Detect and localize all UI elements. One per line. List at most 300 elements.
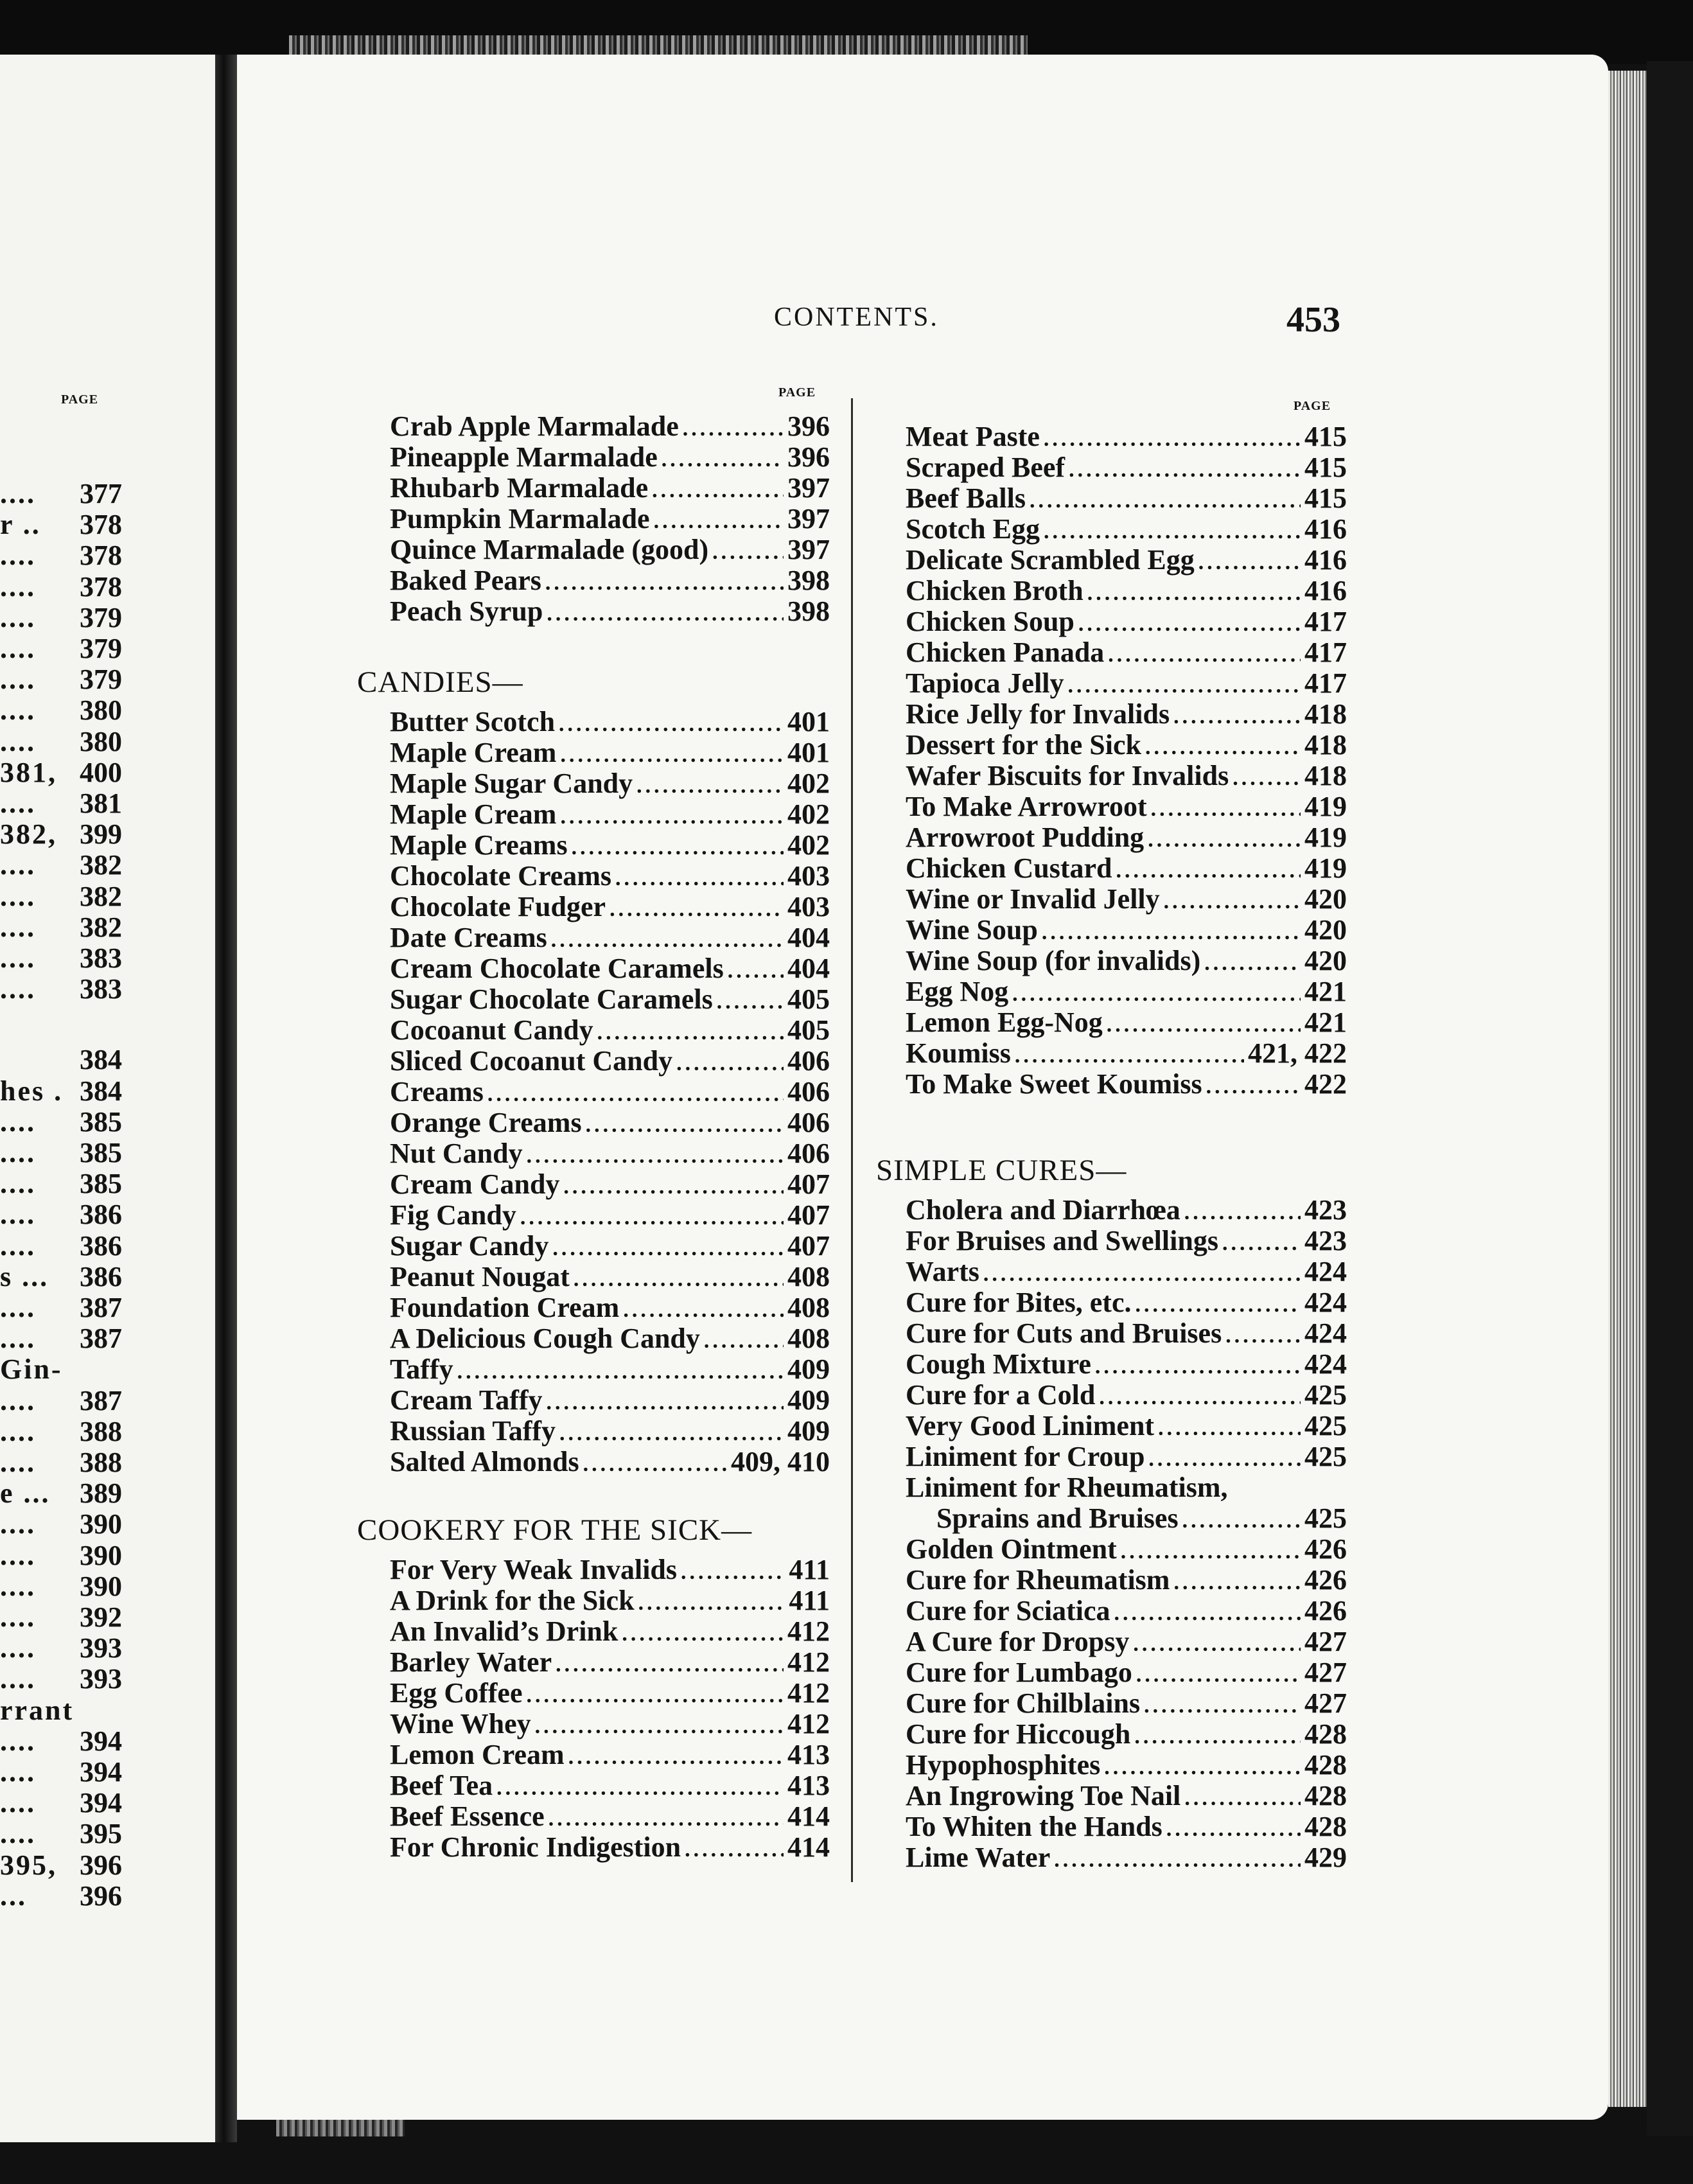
entry-title: Maple Sugar Candy <box>390 768 633 799</box>
entry-title: Very Good Liniment <box>906 1410 1155 1441</box>
left-page-row <box>0 850 122 881</box>
dot-leader <box>1182 1506 1301 1537</box>
left-row-page: 382 <box>80 849 122 881</box>
dot-leader <box>1158 1413 1301 1444</box>
entry-page: 417 <box>1304 667 1347 699</box>
toc-entry <box>390 1585 830 1619</box>
entry-page: 406 <box>787 1076 830 1107</box>
left-page-row <box>0 1819 122 1849</box>
toc-entry <box>390 984 830 1017</box>
dot-leader <box>1044 424 1301 455</box>
entry-page: 417 <box>1304 606 1347 637</box>
left-row-page: 394 <box>80 1756 122 1788</box>
left-page-row <box>0 819 122 850</box>
dot-leader <box>535 1711 784 1742</box>
entry-page: 424 <box>1304 1348 1347 1380</box>
entry-title: Hypophosphites <box>906 1749 1101 1781</box>
entry-title: Cure for a Cold <box>906 1379 1096 1411</box>
toc-entry <box>390 830 830 863</box>
left-page-row <box>0 1726 122 1757</box>
entry-title: Cough Mixture <box>906 1348 1091 1380</box>
left-page-row <box>0 509 122 540</box>
entry-title: Beef Tea <box>390 1770 493 1801</box>
entry-title: Cure for Hiccough <box>906 1718 1131 1750</box>
entry-page: 402 <box>787 798 830 830</box>
left-row-page: 379 <box>80 664 122 696</box>
dot-leader <box>572 832 784 863</box>
left-row-page: 396 <box>80 1880 122 1912</box>
entry-page: 407 <box>787 1199 830 1231</box>
toc-entry <box>390 596 830 630</box>
entry-title: Maple Creams <box>390 829 568 861</box>
left-row-page: 386 <box>80 1229 122 1262</box>
left-row-text: .... <box>0 1508 36 1540</box>
entry-title: Cure for Bites, etc. <box>906 1287 1132 1318</box>
dot-leader <box>681 1557 785 1588</box>
toc-entry <box>906 1565 1347 1598</box>
left-row-page: 385 <box>80 1105 122 1138</box>
toc-entry <box>390 1138 830 1172</box>
toc-entry <box>906 1287 1347 1321</box>
entry-page: 427 <box>1304 1626 1347 1657</box>
left-row-text: .... <box>0 633 36 664</box>
entry-title: Maple Cream <box>390 798 557 830</box>
page-edges <box>1608 71 1647 2107</box>
left-row-page: 378 <box>80 509 122 541</box>
toc-entry <box>906 730 1347 763</box>
toc-entry <box>390 799 830 832</box>
left-page-row <box>0 1076 122 1107</box>
left-page-row <box>0 1757 122 1788</box>
entry-page: 427 <box>1304 1687 1347 1719</box>
dot-leader <box>1078 609 1301 640</box>
dot-leader <box>1044 516 1301 547</box>
entry-page: 397 <box>787 472 830 504</box>
entry-title: Sprains and Bruises <box>936 1502 1179 1534</box>
dot-leader <box>559 709 784 740</box>
toc-entry <box>906 668 1347 701</box>
toc-entry <box>390 1709 830 1742</box>
dot-leader <box>545 568 784 599</box>
entry-title: Liniment for Rheumatism, <box>906 1472 1228 1503</box>
entry-page: 425 <box>1304 1379 1347 1411</box>
left-row-page: 387 <box>80 1384 122 1416</box>
left-row-page: 384 <box>80 1044 122 1076</box>
dot-leader <box>1222 1228 1301 1259</box>
left-row-text: .... <box>0 1787 36 1819</box>
left-row-page: 383 <box>80 973 122 1005</box>
left-row-text: .... <box>0 1199 36 1231</box>
entry-title: A Delicious Cough Candy <box>390 1323 700 1354</box>
entry-page: 401 <box>787 737 830 768</box>
dot-leader <box>586 1110 784 1141</box>
left-row-page: 386 <box>80 1199 122 1231</box>
left-row-text: .... <box>0 880 36 912</box>
entry-title: To Make Arrowroot <box>906 791 1147 822</box>
entry-title: Cholera and Diarrhœa <box>906 1194 1180 1226</box>
dot-leader <box>1116 856 1301 886</box>
toc-entry <box>390 504 830 537</box>
entry-title: Tapioca Jelly <box>906 667 1064 699</box>
dot-leader <box>563 1172 784 1202</box>
left-row-text: .... <box>0 570 36 603</box>
entry-title: Dessert for the Sick <box>906 729 1141 761</box>
left-row-page: 394 <box>80 1787 122 1819</box>
column1-page-label: PAGE <box>778 385 816 400</box>
entry-title: Wafer Biscuits for Invalids <box>906 760 1229 791</box>
dot-leader <box>1184 1197 1301 1228</box>
left-page-row <box>0 1199 122 1230</box>
entry-page: 412 <box>787 1708 830 1739</box>
left-page-row <box>0 1044 122 1075</box>
entry-page: 409 <box>787 1415 830 1447</box>
left-row-text: ... <box>0 1880 27 1912</box>
dot-leader <box>1232 763 1301 794</box>
entry-page: 405 <box>787 983 830 1015</box>
toc-entry <box>390 1616 830 1650</box>
toc-entry <box>906 1007 1347 1041</box>
entry-title: Russian Taffy <box>390 1415 556 1447</box>
entry-page: 427 <box>1304 1657 1347 1688</box>
left-row-page: 382 <box>80 911 122 943</box>
left-page-row <box>0 1695 122 1726</box>
toc-entry <box>906 1534 1347 1567</box>
dot-leader <box>704 1326 784 1357</box>
entry-page: 408 <box>787 1292 830 1323</box>
toc-entry <box>390 1292 830 1326</box>
left-page-row <box>0 757 122 788</box>
entry-page: 398 <box>787 565 830 596</box>
entry-page: 409 <box>787 1353 830 1385</box>
toc-entry <box>906 915 1347 948</box>
left-page-row <box>0 1850 122 1881</box>
toc-entry <box>390 922 830 956</box>
left-row-text: .... <box>0 911 36 943</box>
dot-leader <box>717 987 784 1017</box>
left-row-text: .... <box>0 1725 36 1757</box>
dot-leader <box>548 1804 784 1835</box>
entry-title: Warts <box>906 1256 979 1287</box>
left-row-text: .... <box>0 694 36 727</box>
entry-page: 425 <box>1304 1502 1347 1534</box>
entry-page: 418 <box>1304 729 1347 761</box>
left-row-text: .... <box>0 1384 36 1416</box>
entry-title: Salted Almonds <box>390 1446 579 1477</box>
entry-page: 428 <box>1304 1749 1347 1781</box>
dot-leader <box>1148 825 1301 856</box>
entry-title: Rice Jelly for Invalids <box>906 698 1170 730</box>
entry-title: A Cure for Dropsy <box>906 1626 1130 1657</box>
entry-page: 397 <box>787 503 830 534</box>
dot-leader <box>552 1233 784 1264</box>
dot-leader <box>652 475 784 506</box>
left-row-text: .... <box>0 1447 36 1478</box>
entry-page: 412 <box>787 1616 830 1647</box>
toc-entry <box>390 442 830 475</box>
entry-page: 415 <box>1304 452 1347 483</box>
left-row-text: .... <box>0 849 36 881</box>
entry-title: Sugar Candy <box>390 1230 549 1262</box>
left-row-page: 384 <box>80 1075 122 1107</box>
toc-entry <box>390 534 830 568</box>
entry-page: 406 <box>787 1138 830 1169</box>
left-page-row <box>0 1354 122 1385</box>
entry-title: Scraped Beef <box>906 452 1066 483</box>
toc-entry <box>906 483 1347 516</box>
entry-page: 424 <box>1304 1317 1347 1349</box>
dot-leader <box>1099 1382 1301 1413</box>
entry-page: 409, 410 <box>731 1446 830 1477</box>
left-row-page: 382 <box>80 880 122 912</box>
toc-entry <box>906 1688 1347 1722</box>
left-page-row <box>0 1478 122 1509</box>
dot-leader <box>1107 1010 1301 1041</box>
toc-entry <box>390 1354 830 1387</box>
toc-entry <box>906 884 1347 917</box>
toc-entry <box>390 1015 830 1048</box>
section-heading-simple-cures: SIMPLE CURES— <box>876 1154 1127 1187</box>
toc-entry <box>390 1647 830 1680</box>
entry-title: Lemon Egg-Nog <box>906 1007 1103 1038</box>
entry-title: Cream Candy <box>390 1168 560 1200</box>
toc-entry <box>906 1750 1347 1783</box>
left-page-row <box>0 1107 122 1138</box>
left-row-page: 380 <box>80 725 122 757</box>
entry-page: 411 <box>789 1585 830 1616</box>
entry-title: Cure for Cuts and Bruises <box>906 1317 1222 1349</box>
left-row-page: 393 <box>80 1663 122 1695</box>
dot-leader <box>622 1619 784 1650</box>
left-row-text: .... <box>0 478 36 509</box>
left-row-text: .... <box>0 1415 36 1447</box>
entry-title: Sliced Cocoanut Candy <box>390 1045 673 1077</box>
toc-entry <box>906 1411 1347 1444</box>
toc-entry <box>390 1385 830 1418</box>
entry-page: 420 <box>1304 883 1347 915</box>
entry-page: 404 <box>787 953 830 984</box>
dot-leader <box>1164 886 1301 917</box>
left-page-row <box>0 479 122 509</box>
dot-leader <box>1145 732 1301 763</box>
toc-entry <box>390 861 830 894</box>
toc-entry <box>906 1503 1347 1537</box>
entry-title: An Ingrowing Toe Nail <box>906 1780 1181 1811</box>
entry-page: 428 <box>1304 1780 1347 1811</box>
toc-entry <box>390 953 830 987</box>
left-row-page: 392 <box>80 1601 122 1633</box>
entry-page: 396 <box>787 410 830 442</box>
left-row-text: .... <box>0 1229 36 1262</box>
entry-page: 420 <box>1304 945 1347 976</box>
left-page-row <box>0 1231 122 1262</box>
toc-entry <box>906 791 1347 825</box>
toc-entry <box>390 1416 830 1449</box>
entry-page: 416 <box>1304 575 1347 606</box>
entry-title: Arrowroot Pudding <box>906 822 1145 853</box>
left-row-page: 399 <box>80 818 122 850</box>
toc-entry <box>906 946 1347 979</box>
column2-page-label: PAGE <box>1294 399 1331 413</box>
dot-leader <box>457 1357 784 1387</box>
dot-leader <box>1068 671 1301 701</box>
entry-page: 407 <box>787 1168 830 1200</box>
toc-entry <box>906 637 1347 671</box>
entry-page: 407 <box>787 1230 830 1262</box>
left-page-row <box>0 1138 122 1168</box>
entry-title: For Very Weak Invalids <box>390 1554 678 1585</box>
dot-leader <box>1134 1722 1301 1752</box>
left-page-row <box>0 1323 122 1354</box>
left-row-page: 385 <box>80 1137 122 1168</box>
dot-leader <box>547 1387 784 1418</box>
left-page-row <box>0 974 122 1005</box>
left-page-row <box>0 572 122 603</box>
left-row-page: 390 <box>80 1539 122 1571</box>
entry-page: 428 <box>1304 1811 1347 1842</box>
dot-leader <box>685 1835 784 1865</box>
dot-leader <box>1087 578 1301 609</box>
left-row-text: Gin- <box>0 1353 63 1386</box>
left-page-row <box>0 912 122 943</box>
entry-page: 420 <box>1304 914 1347 946</box>
entry-title: Wine Soup <box>906 914 1038 946</box>
entry-title: Cream Chocolate Caramels <box>390 953 724 984</box>
dot-leader <box>1133 1629 1301 1660</box>
entry-page: 418 <box>1304 698 1347 730</box>
dot-leader <box>636 771 784 802</box>
left-row-text: .... <box>0 1818 36 1850</box>
left-row-text: .... <box>0 973 36 1005</box>
left-page-fragment <box>0 55 215 2142</box>
dot-leader <box>1042 917 1301 948</box>
toc-entry <box>906 576 1347 609</box>
left-row-text: .... <box>0 1292 36 1323</box>
entry-page: 421, 422 <box>1248 1037 1347 1069</box>
dot-leader <box>496 1773 784 1804</box>
left-row-text: .... <box>0 1663 36 1695</box>
entry-page: 419 <box>1304 852 1347 884</box>
left-row-text: rrant <box>0 1694 75 1726</box>
scan-right-border <box>1647 61 1693 2136</box>
entry-page: 428 <box>1304 1718 1347 1750</box>
dot-leader <box>568 1742 784 1773</box>
entry-title: Peach Syrup <box>390 595 543 627</box>
entry-page: 418 <box>1304 760 1347 791</box>
left-page-row <box>0 1602 122 1633</box>
left-row-text: .... <box>0 1105 36 1138</box>
entry-title: To Make Sweet Koumiss <box>906 1068 1202 1100</box>
entry-title: Delicate Scrambled Egg <box>906 544 1195 576</box>
left-page-row <box>0 1664 122 1695</box>
left-page-row <box>0 1788 122 1819</box>
toc-entry <box>390 1678 830 1711</box>
entry-title: Orange Creams <box>390 1107 582 1138</box>
left-row-page: 394 <box>80 1725 122 1757</box>
toc-entry <box>906 1226 1347 1259</box>
entry-title: Beef Balls <box>906 482 1026 514</box>
toc-entry <box>390 707 830 740</box>
toc-entry <box>390 737 830 771</box>
left-page-row <box>0 1540 122 1571</box>
dot-leader <box>583 1449 727 1480</box>
toc-entry <box>906 606 1347 640</box>
dot-leader <box>556 1650 784 1680</box>
dot-leader <box>1121 1537 1301 1567</box>
left-row-text: s ... <box>0 1260 49 1292</box>
entry-title: Fig Candy <box>390 1199 516 1231</box>
left-row-page: 395 <box>80 1818 122 1850</box>
left-page-row <box>0 540 122 571</box>
toc-entry <box>390 1046 830 1079</box>
entry-title: Cure for Lumbago <box>906 1657 1132 1688</box>
entry-page: 413 <box>787 1770 830 1801</box>
dot-leader <box>551 925 784 956</box>
entry-page: 425 <box>1304 1410 1347 1441</box>
entry-title: Maple Cream <box>390 737 557 768</box>
entry-page: 414 <box>787 1801 830 1832</box>
entry-title: Pineapple Marmalade <box>390 441 658 473</box>
toc-entry <box>390 1262 830 1295</box>
left-row-text: .... <box>0 788 36 819</box>
left-page-row <box>0 1416 122 1447</box>
dot-leader <box>527 1680 784 1711</box>
dot-leader <box>560 740 784 771</box>
entry-page: 398 <box>787 595 830 627</box>
left-row-page: 389 <box>80 1477 122 1510</box>
entry-page: 396 <box>787 441 830 473</box>
entry-page: 406 <box>787 1107 830 1138</box>
toc-entry <box>906 1811 1347 1845</box>
left-row-text: 381, <box>0 756 57 788</box>
left-page-row <box>0 1447 122 1478</box>
section-heading-candies: CANDIES— <box>357 665 523 699</box>
entry-title: Pumpkin Marmalade <box>390 503 650 534</box>
entry-page: 411 <box>789 1554 830 1585</box>
entry-title: To Whiten the Hands <box>906 1811 1162 1842</box>
left-row-page: 385 <box>80 1168 122 1200</box>
left-row-page: 380 <box>80 694 122 727</box>
dot-leader <box>1173 1567 1301 1598</box>
dot-leader <box>654 506 784 537</box>
dot-leader <box>1015 1041 1244 1071</box>
entry-page: 408 <box>787 1323 830 1354</box>
left-row-text: 395, <box>0 1849 57 1881</box>
dot-leader <box>1012 979 1301 1010</box>
dot-leader <box>610 894 784 925</box>
dot-leader <box>1136 1660 1301 1691</box>
dot-leader <box>527 1141 784 1172</box>
entry-title: Cream Taffy <box>390 1384 543 1416</box>
toc-entry <box>906 452 1347 486</box>
toc-entry <box>906 1719 1347 1752</box>
toc-entry <box>906 1349 1347 1382</box>
entry-title: Barley Water <box>390 1646 552 1678</box>
dot-leader <box>1069 455 1301 486</box>
left-page-row <box>0 788 122 819</box>
dot-leader <box>1135 1290 1301 1321</box>
entry-title: Creams <box>390 1076 484 1107</box>
toc-entry <box>906 1472 1347 1503</box>
book-gutter <box>215 55 237 2142</box>
toc-entry <box>390 473 830 506</box>
toc-entry <box>390 411 830 445</box>
left-row-page: 400 <box>80 756 122 788</box>
left-row-page: 387 <box>80 1292 122 1323</box>
toc-entry <box>390 1739 830 1773</box>
section-heading-cookery-for-the-sick: COOKERY FOR THE SICK— <box>357 1513 753 1547</box>
left-page-row <box>0 1509 122 1540</box>
entry-title: For Chronic Indigestion <box>390 1831 681 1863</box>
